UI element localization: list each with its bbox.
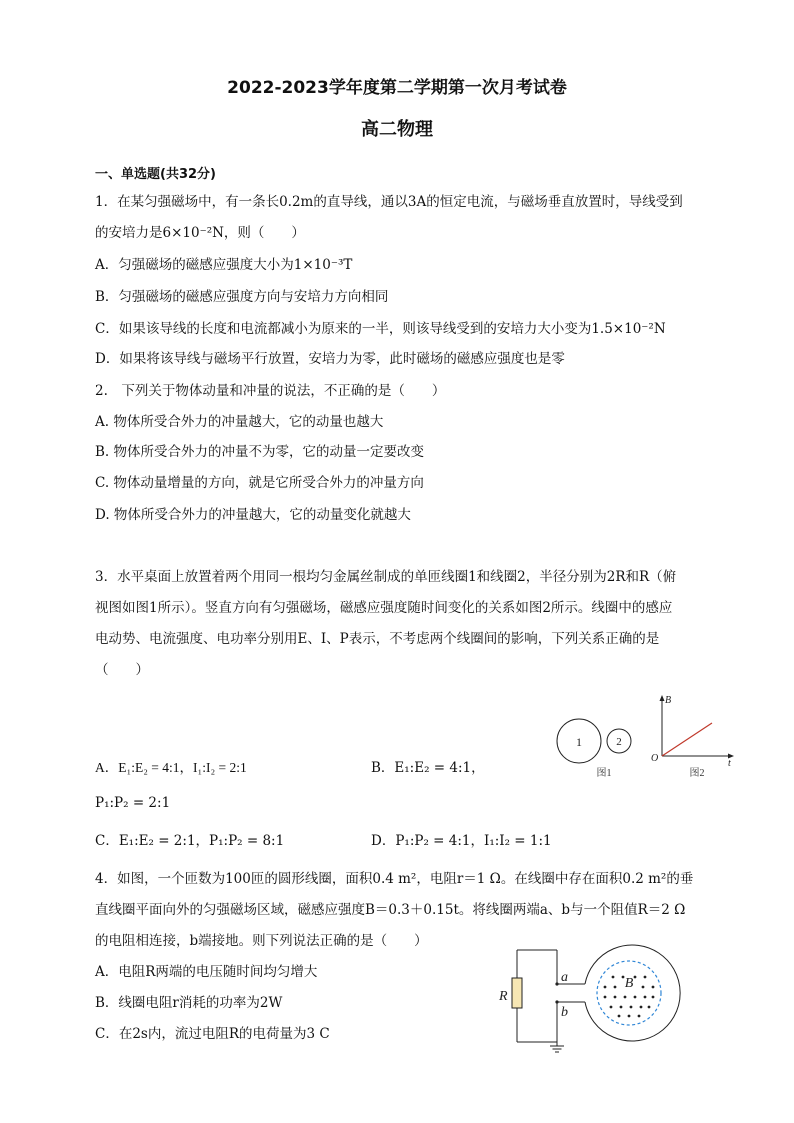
fig2-caption: 图2	[689, 768, 705, 779]
resistor-label: R	[499, 989, 508, 1004]
q2-option-b: B. 物体所受合外力的冲量不为零，它的动量一定要改变	[95, 444, 425, 460]
field-label-b: B	[624, 976, 634, 991]
terminal-a-label: a	[561, 970, 568, 985]
q3-stem-line1: 3．水平桌面上放置着两个用同一根均匀金属丝制成的单匝线圈1和线圈2，半径分别为2R和R（俯	[95, 569, 677, 585]
fig2-axis-b: B	[665, 695, 672, 706]
ground-symbol	[550, 1046, 564, 1052]
q4-stem-line1: 4．如图，一个匝数为100匝的圆形线圈，面积0.4 m²，电阻r＝1 Ω。在线圈中存在面积0.2 m²的垂	[95, 871, 694, 887]
fig2-origin: O	[651, 753, 659, 764]
subject-title: 高二物理	[361, 119, 433, 140]
q1-stem-line1: 1．在某匀强磁场中，有一条长0.2m的直导线，通以3A的恒定电流，与磁场垂直放置时，导线受到	[95, 194, 683, 210]
section-heading: 一、单选题(共32分)	[95, 167, 216, 182]
q3-option-d: D．P₁:P₂ = 4:1，I₁:I₂ = 1:1	[371, 833, 552, 849]
fig2-y-arrow	[660, 695, 665, 701]
q3-stem-line4: （ ）	[95, 662, 149, 678]
q2-option-c: C. 物体动量增量的方向，就是它所受合外力的冲量方向	[95, 475, 424, 491]
q4-option-a: A．电阻R两端的电压随时间均匀增大	[95, 964, 318, 980]
q1-option-c: C．如果该导线的长度和电流都减小为原来的一半，则该导线受到的安培力大小变为1.5×10⁻²N	[95, 321, 666, 337]
q3-figure	[550, 690, 740, 782]
fig1-caption: 图1	[596, 768, 612, 779]
q3-option-b-line2: P₁:P₂ = 2:1	[95, 795, 171, 811]
q3-option-c: C．E₁:E₂ = 2:1，P₁:P₂ = 8:1	[95, 833, 285, 849]
q4-circuit-figure	[495, 940, 695, 1058]
q3-option-a: A．E₁:E₂ = 4:1，I₁:I₂ = 2:1	[95, 760, 247, 775]
q4-stem-line2: 直线圈平面向外的匀强磁场区域，磁感应强度B＝0.3＋0.15t。将线圈两端a、b与一个阻值R＝2 Ω	[95, 902, 686, 918]
q1-option-a: A．匀强磁场的磁感应强度大小为1×10⁻³T	[95, 257, 353, 273]
q3-stem-line3: 电动势、电流强度、电功率分别用E、I、P表示，不考虑两个线圈间的影响，下列关系正确的是	[95, 631, 660, 647]
fig2-axis-t: t	[728, 758, 731, 769]
q1-stem-line2: 的安培力是6×10⁻²N，则（ ）	[95, 225, 305, 241]
exam-title: 2022-2023学年度第二学期第一次月考试卷	[227, 78, 567, 98]
q4-option-b: B．线圈电阻r消耗的功率为2W	[95, 995, 283, 1011]
coil2-label: 2	[616, 736, 622, 748]
q1-option-b: B．匀强磁场的磁感应强度方向与安培力方向相同	[95, 289, 389, 305]
terminal-b-label: b	[561, 1005, 568, 1020]
fig2-b-line	[662, 723, 712, 756]
resistor-r	[512, 978, 522, 1008]
q3-option-b-line1: B．E₁:E₂ = 4:1，	[371, 760, 485, 776]
q2-stem: 2. 下列关于物体动量和冲量的说法，不正确的是（ ）	[95, 383, 446, 399]
q3-stem-line2: 视图如图1所示）。竖直方向有匀强磁场，磁感应强度随时间变化的关系如图2所示。线圈中的感应	[95, 600, 673, 616]
coil-loop	[585, 945, 680, 1041]
q2-option-a: A. 物体所受合外力的冲量越大，它的动量也越大	[95, 414, 384, 430]
q4-stem-line3: 的电阻相连接，b端接地。则下列说法正确的是（ ）	[95, 933, 428, 949]
q2-option-d: D. 物体所受合外力的冲量越大，它的动量变化就越大	[95, 507, 411, 523]
q4-option-c: C．在2s内，流过电阻R的电荷量为3 C	[95, 1026, 330, 1042]
q1-option-d: D．如果将该导线与磁场平行放置，安培力为零，此时磁场的磁感应强度也是零	[95, 351, 565, 367]
coil1-label: 1	[576, 735, 582, 749]
